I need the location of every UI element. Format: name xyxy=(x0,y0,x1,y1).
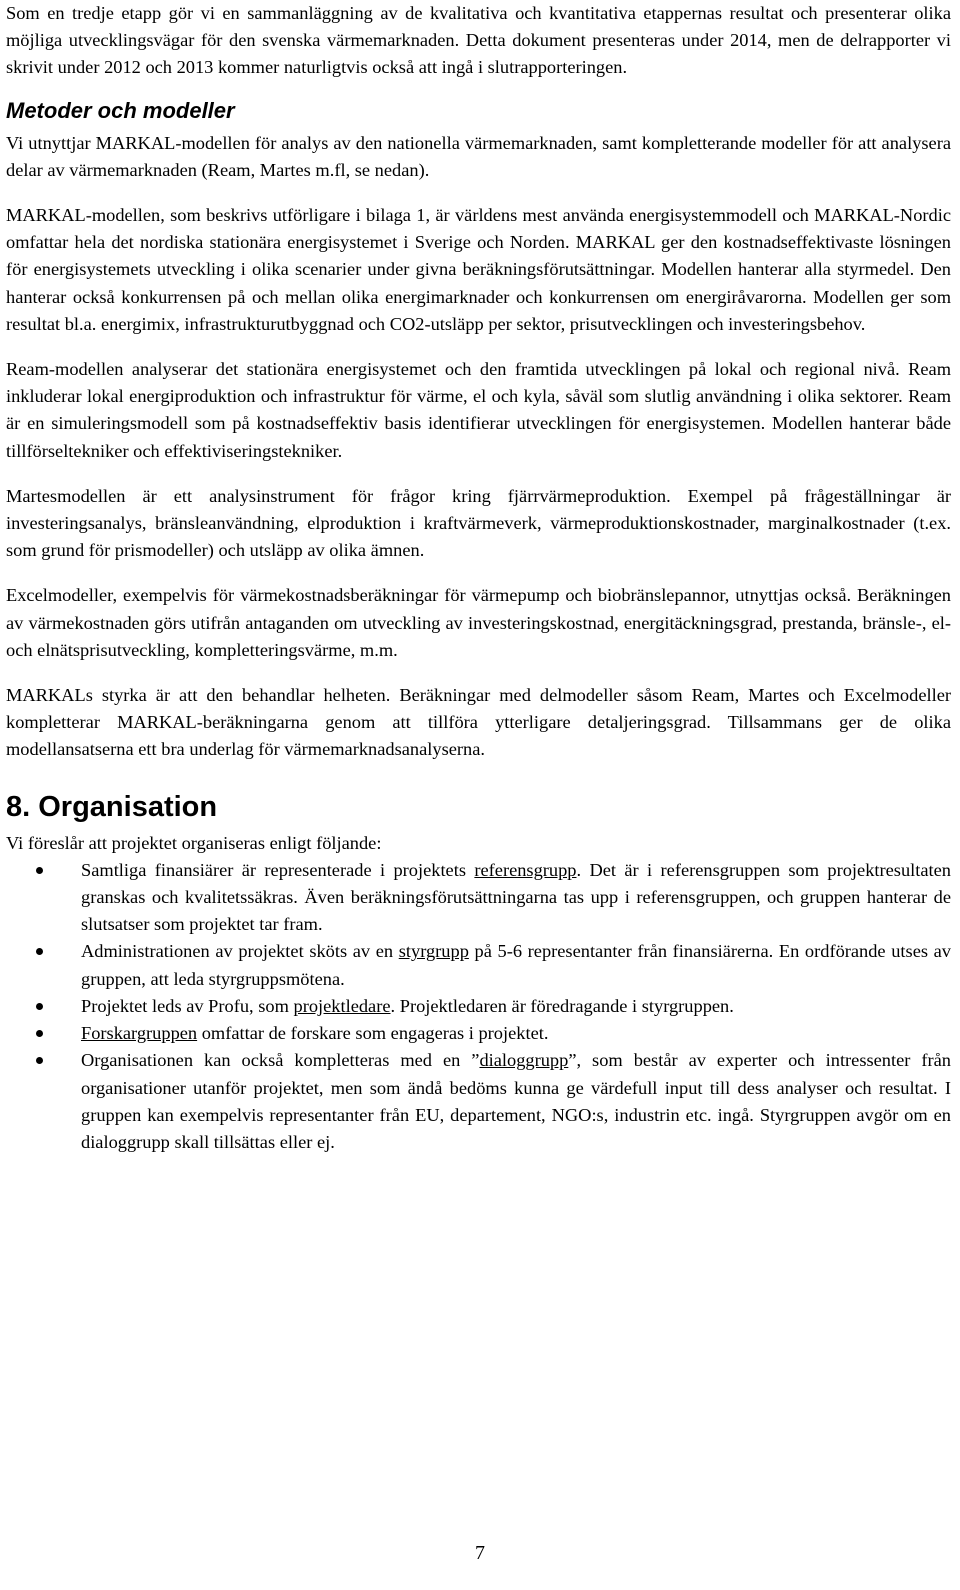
bullet-icon xyxy=(36,948,43,955)
organisation-lead: Vi föreslår att projektet organiseras enligt följande: xyxy=(6,832,382,853)
list-item xyxy=(6,1047,951,1156)
organisation-list xyxy=(6,857,951,1156)
list-item xyxy=(6,857,951,939)
bullet-icon xyxy=(36,1057,43,1064)
methods-paragraph-1: Vi utnyttjar MARKAL-modellen för analys av den nationella värmemarknaden, samt kompletterande modeller för att analysera delar av värmemarknaden (Ream, Martes m.fl, se nedan). xyxy=(6,132,951,180)
bullet-icon xyxy=(36,1030,43,1037)
list-item-text: Administrationen av projektet sköts av en xyxy=(81,941,399,962)
list-item-text: Projektet leds av Profu, som xyxy=(81,995,294,1016)
list-item-text: Organisationen kan också kompletteras med en ” xyxy=(81,1050,480,1071)
list-item xyxy=(6,938,951,992)
list-item-text: på 5-6 representanter från finansiärerna. En ordförande utses av gruppen, att leda styrgruppsmötena. xyxy=(81,941,951,989)
document-page xyxy=(6,0,951,1156)
list-item-text: omfattar de forskare som engageras i projektet. xyxy=(197,1023,549,1044)
list-item-text: Samtliga finansiärer är representerade i projektets xyxy=(81,859,475,880)
term-forskargruppen: Forskargruppen xyxy=(81,1023,198,1044)
methods-heading: Metoder och modeller xyxy=(6,97,235,123)
term-dialoggrupp: dialoggrupp xyxy=(479,1050,569,1071)
intro-paragraph: Som en tredje etapp gör vi en sammanläggning av de kvalitativa och kvantitativa etappernas resultat och presenterar olika möjliga utvecklingsvägar för den svenska värmemarknaden. Detta dokument presenteras under 2014, men de delrapporter vi skrivit under 2012 och 2013 kommer naturligtvis också att ingå i slutrapporteringen. xyxy=(6,3,951,78)
organisation-heading: 8. Organisation xyxy=(6,790,218,823)
list-item-text: . Projektledaren är föredragande i styrgruppen. xyxy=(390,995,734,1016)
methods-paragraph-6: MARKALs styrka är att den behandlar helheten. Beräkningar med delmodeller såsom Ream, Martes och Excelmodeller kompletterar MARKAL-beräkningarna genom att tillföra ytterligare detaljeringsgrad. Tillsammans ger de olika modellansatserna ett bra underlag för värmemarknadsanalyserna. xyxy=(6,685,951,760)
list-item xyxy=(6,1020,951,1047)
term-referensgrupp: referensgrupp xyxy=(474,859,577,880)
list-item-text: ”, som består av experter och intressenter från organisationer utanför projektet, men som ändå bedöms kunna ge värdefull input till dess analyser och resultat. I gruppen kan exempelvis representanter från EU, departement, NGO:s, industrin etc. ingå. Styrgruppen avgör om en dialoggrupp skall tillsättas eller ej. xyxy=(81,1050,951,1152)
methods-paragraph-4: Martesmodellen är ett analysinstrument för frågor kring fjärrvärmeproduktion. Exempel på frågeställningar är investeringsanalys, bränsleanvändning, elproduktion i kraftvärmeverk, värmeproduktionskostnader, marginalkostnader (t.ex. som grund för prismodeller) och utsläpp av olika ämnen. xyxy=(6,485,951,561)
methods-paragraph-2: MARKAL-modellen, som beskrivs utförligare i bilaga 1, är världens mest använda energisystemmodell och MARKAL-Nordic omfattar hela det nordiska stationära energisystemet i Sverige och Norden. MARKAL ger den kostnadseffektivaste lösningen för energisystemets utveckling i olika scenarier under givna beräkningsförutsättningar. Modellen hanterar alla styrmedel. Den hanterar också konkurrensen på och mellan olika energimarknader och konkurrensen om energiråvarorna. Modellen ger som resultat bl.a. energimix, infrastrukturutbyggnad och CO2-utsläpp per sektor, prisutvecklingen och investeringsbehov. xyxy=(6,205,951,334)
bullet-icon xyxy=(36,1003,43,1010)
term-styrgrupp: styrgrupp xyxy=(398,941,469,962)
methods-paragraph-3: Ream-modellen analyserar det stationära energisystemet och den framtida utvecklingen på lokal och regional nivå. Ream inkluderar lokal energiproduktion och infrastruktur för värme, el och kyla, såväl som slutlig användning i olika sektorer. Ream är en simuleringsmodell som på kostnadseffektiv basis identifierar utvecklingen för energisystemen. Modellen hanterar både tillförseltekniker och effektiviseringstekniker. xyxy=(6,359,951,461)
page-number: 7 xyxy=(475,1542,485,1564)
list-item-text: . Det är i referensgruppen som projektresultaten granskas och kvalitetssäkras. Även beräkningsförutsättningarna tas upp i referensgruppen, och gruppen hanterar de slutsatser som projektet tar fram. xyxy=(81,859,951,935)
term-projektledare: projektledare xyxy=(293,995,391,1016)
bullet-icon xyxy=(36,867,43,874)
methods-paragraph-5: Excelmodeller, exempelvis för värmekostnadsberäkningar för värmepump och biobränslepannor, utnyttjas också. Beräkningen av värmekostnaden görs utifrån antaganden om utveckling av investeringskostnad, energitäckningsgrad, prestanda, bränsle-, el- och elnätsprisutveckling, kompletteringsvärme, m.m. xyxy=(6,585,951,660)
list-item xyxy=(6,993,951,1020)
